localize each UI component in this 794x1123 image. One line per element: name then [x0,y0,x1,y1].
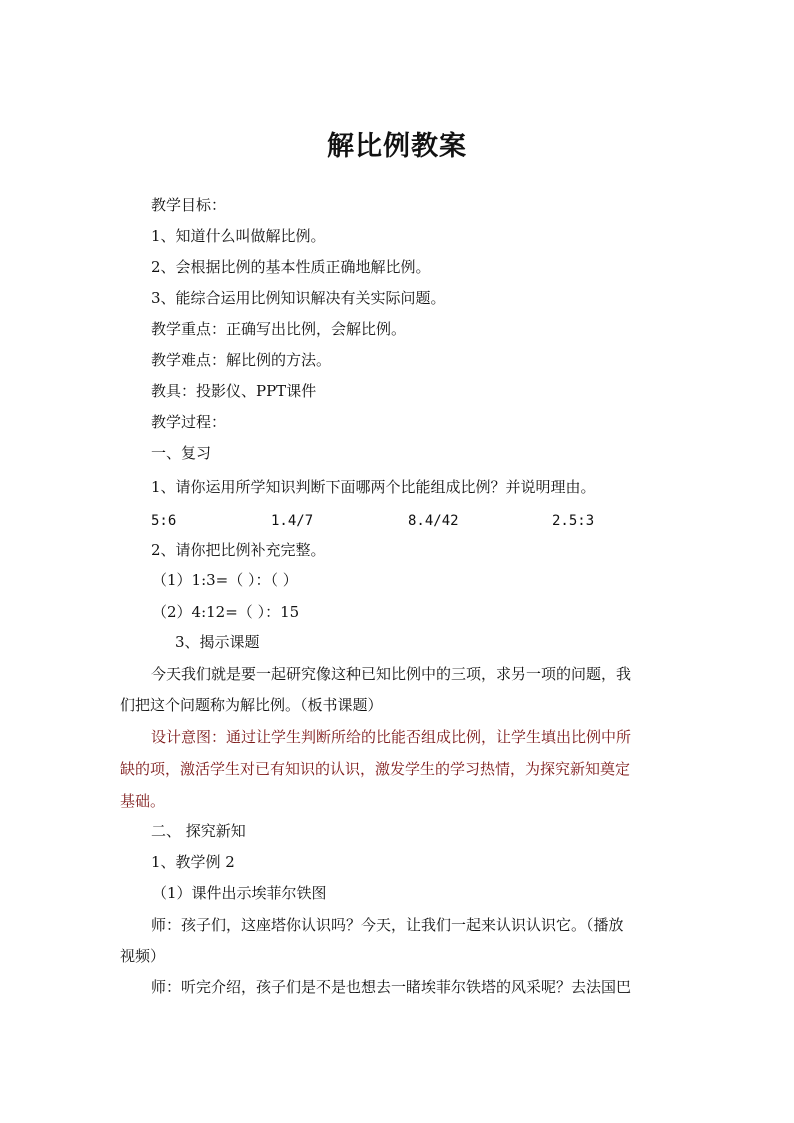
example-step-1: （1）课件出示埃菲尔铁图 [152,884,327,902]
example-heading: 1、教学例 2 [151,853,235,871]
review-question-2: 2、请你把比例补充完整。 [151,541,326,559]
reveal-topic: 3、揭示课题 [175,633,260,651]
design-intent-line: 缺的项，激活学生对已有知识的认识，激发学生的学习热情，为探究新知奠定 [120,760,631,778]
intro-line: 们把这个问题称为解比例。（板书课题） [120,696,383,714]
document-title: 解比例教案 [327,131,467,162]
ratio-item: 1.4/7 [271,513,314,529]
difficult-point: 教学难点：解比例的方法。 [151,351,332,369]
ratio-item: 5:6 [151,513,177,529]
design-intent-line: 设计意图：通过让学生判断所给的比能否组成比例，让学生填出比例中所 [151,728,632,746]
ratio-item: 2.5:3 [552,513,595,529]
review-question-1: 1、请你运用所学知识判断下面哪两个比能组成比例？并说明理由。 [151,478,596,496]
intro-line: 今天我们就是要一起研究像这种已知比例中的三项，求另一项的问题，我 [151,665,632,683]
key-point: 教学重点：正确写出比例，会解比例。 [151,320,407,338]
explore-heading: 二、 探究新知 [151,822,246,840]
teaching-process-heading: 教学过程： [151,413,227,431]
teaching-aids: 教具：投影仪、PPT课件 [151,382,317,400]
teaching-goals-heading: 教学目标： [151,196,227,214]
ratio-item: 8.4/42 [408,513,459,529]
teacher-line: 师：孩子们，这座塔你认识吗？今天，让我们一起来认识认识它。（播放 [151,916,624,934]
goal-2: 2、会根据比例的基本性质正确地解比例。 [151,258,431,276]
design-intent-line: 基础。 [120,792,166,810]
review-item-1: （1）1:3=（ ）：（ ） [152,571,298,589]
review-item-2: （2）4:12=（ ）：15 [152,603,300,621]
review-heading: 一、复习 [151,444,212,462]
teacher-line: 视频） [120,947,166,965]
teacher-line: 师：听完介绍，孩子们是不是也想去一睹埃菲尔铁塔的风采呢？去法国巴 [151,978,632,996]
goal-3: 3、能综合运用比例知识解决有关实际问题。 [151,289,446,307]
goal-1: 1、知道什么叫做解比例。 [151,227,326,245]
